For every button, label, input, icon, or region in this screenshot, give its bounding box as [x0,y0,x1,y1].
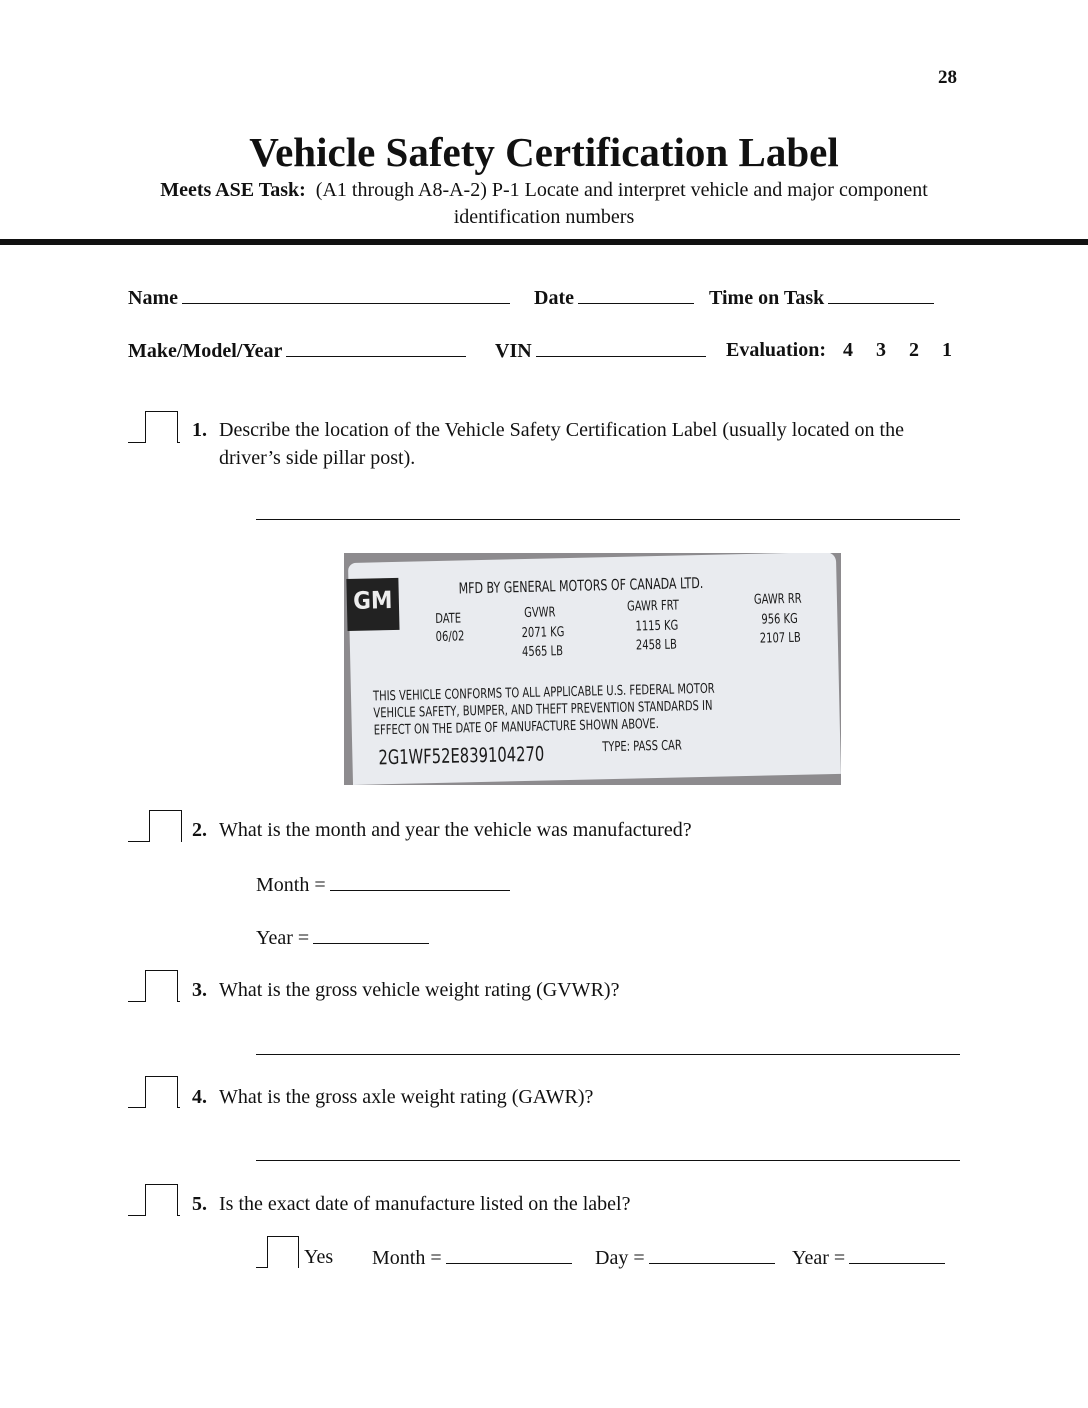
label-statement-3: EFFECT ON THE DATE OF MANUFACTURE SHOWN ABOVE. [373,715,659,739]
label-gvwr-lb: 4565 LB [521,643,564,661]
date-label: Date [534,287,574,309]
q1-text-cont: driver’s side pillar post). [219,447,416,469]
q2-month-label: Month = [256,874,326,896]
q3-answer-line[interactable] [256,1054,960,1055]
score-4[interactable]: 4 [843,339,854,361]
q5-yes-checkbox[interactable] [256,1236,299,1268]
header-divider [0,239,1088,245]
q5-month-field[interactable] [372,1245,572,1270]
q2-text: What is the month and year the vehicle was manufactured? [219,819,692,841]
page-title: Vehicle Safety Certification Label [249,129,839,175]
evaluation-field [726,338,952,362]
label-gawr-rr-lb: 2107 LB [759,629,801,647]
time-on-task-field[interactable] [709,285,934,310]
label-gvwr-kg: 2071 KG [521,624,565,642]
label-statement-2: VEHICLE SAFETY, BUMPER, AND THEFT PREVENTION STANDARDS IN [373,697,713,722]
q4-text: What is the gross axle weight rating (GAWR)? [219,1086,594,1108]
date-field[interactable] [534,285,694,310]
score-3[interactable]: 3 [876,339,887,361]
q2-checkbox[interactable] [128,810,180,842]
label-gawr-frt-lb: 2458 LB [635,636,678,654]
q3-checkbox[interactable] [128,970,180,1002]
q3-text: What is the gross vehicle weight rating (GVWR)? [219,979,620,1001]
label-gawr-rr-kg: 956 KG [761,610,798,628]
q4-checkbox[interactable] [128,1076,180,1108]
time-on-task-label: Time on Task [709,287,825,309]
q1-checkbox[interactable] [128,411,180,443]
label-manufacturer: MFD BY GENERAL MOTORS OF CANADA LTD. [458,573,704,598]
make-model-year-label: Make/Model/Year [128,340,283,362]
q2-month-field[interactable] [256,872,510,897]
q1-answer-line[interactable] [256,519,960,520]
q5-yes-label: Yes [304,1246,334,1268]
score-2[interactable]: 2 [909,339,920,361]
q5-day-field[interactable] [595,1245,775,1270]
vin-field[interactable] [495,338,706,363]
label-date: 06/02 [435,628,465,646]
label-date-header: DATE [435,610,462,628]
label-gawr-frt-kg: 1115 KG [635,617,679,635]
q5-month-label: Month = [372,1247,442,1269]
name-field[interactable] [128,285,510,310]
q5-year-label: Year = [792,1247,846,1269]
q5-year-field[interactable] [792,1245,945,1270]
q2-year-label: Year = [256,927,310,949]
page-number: 28 [938,67,957,88]
q2-year-field[interactable] [256,925,429,950]
safety-label-photo [344,553,841,785]
subtitle-line2: identification numbers [453,206,635,228]
label-gvwr-header: GVWR [523,604,556,622]
q5-day-label: Day = [595,1247,645,1269]
label-vin: 2G1WF52E839104270 [378,741,545,770]
q2-number: 2. [192,819,207,841]
subtitle-label: Meets ASE Task: [160,179,306,201]
subtitle-line1 [0,178,1088,202]
q5-text: Is the exact date of manufacture listed on the label? [219,1193,631,1215]
make-model-year-field[interactable] [128,338,466,363]
evaluation-label: Evaluation: [726,339,827,361]
name-label: Name [128,287,178,309]
label-gawr-frt-header: GAWR FRT [626,597,680,615]
q1-text: Describe the location of the Vehicle Safety Certification Label (usually located on the [219,419,904,441]
q4-answer-line[interactable] [256,1160,960,1161]
q4-number: 4. [192,1086,207,1108]
q5-number: 5. [192,1193,207,1215]
q5-checkbox[interactable] [128,1184,180,1216]
label-type: TYPE: PASS CAR [602,737,682,756]
label-gawr-rr-header: GAWR RR [753,590,802,608]
gm-logo: GM [346,578,399,631]
score-1[interactable]: 1 [942,339,953,361]
label-statement-1: THIS VEHICLE CONFORMS TO ALL APPLICABLE U.S. FEDERAL MOTOR [372,680,715,705]
vin-label: VIN [495,340,532,362]
q3-number: 3. [192,979,207,1001]
q1-number: 1. [192,419,207,441]
subtitle-text: (A1 through A8-A-2) P-1 Locate and interpret vehicle and major component [315,179,928,201]
